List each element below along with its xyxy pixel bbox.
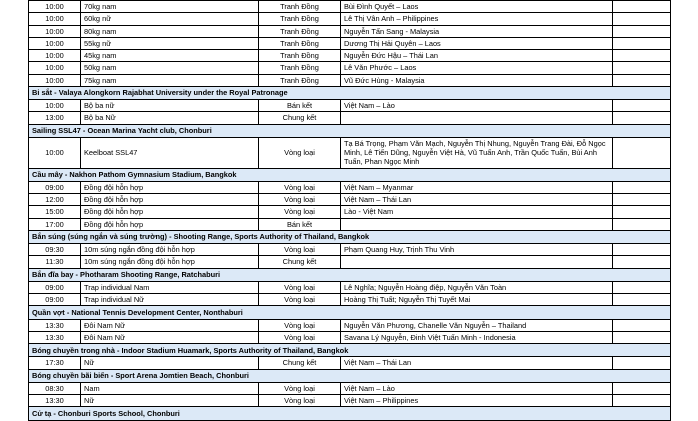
cell-extra [613, 281, 671, 293]
cell-round: Chung kết [259, 357, 341, 369]
cell-time: 09:00 [29, 181, 81, 193]
cell-extra [613, 206, 671, 218]
cell-event: Trap individual Nữ [81, 294, 259, 306]
cell-round: Vòng loại [259, 319, 341, 331]
sport-header-row [29, 344, 671, 357]
cell-round: Tranh Đồng [259, 50, 341, 62]
cell-event: 55kg nữ [81, 37, 259, 49]
cell-round: Chung kết [259, 256, 341, 268]
table-row [29, 112, 671, 124]
cell-extra [613, 395, 671, 407]
table-row [29, 194, 671, 206]
cell-round: Vòng loại [259, 206, 341, 218]
cell-event: 10m súng ngắn đồng đội hỗn hợp [81, 256, 259, 268]
cell-event: Đồng đội hỗn hợp [81, 218, 259, 230]
table-row [29, 244, 671, 256]
cell-time: 17:30 [29, 357, 81, 369]
cell-event: Đồng đội hỗn hợp [81, 194, 259, 206]
cell-teams: Lê Văn Phước – Laos [341, 62, 613, 74]
sport-header-label: Bóng chuyền trong nhà - Indoor Stadium Huamark, Sports Authority of Thailand, Bangkok [29, 344, 671, 357]
sport-header-label: Bắn đĩa bay - Photharam Shooting Range, Ratchaburi [29, 268, 671, 281]
cell-round: Vòng loại [259, 137, 341, 168]
cell-round: Tranh Đồng [259, 13, 341, 25]
cell-round: Vòng loại [259, 244, 341, 256]
cell-time: 15:00 [29, 206, 81, 218]
schedule-table [28, 0, 671, 421]
cell-extra [613, 244, 671, 256]
cell-extra [613, 218, 671, 230]
cell-time: 09:00 [29, 294, 81, 306]
cell-time: 10:00 [29, 137, 81, 168]
cell-event: Đồng đội hỗn hợp [81, 206, 259, 218]
sport-header-row [29, 124, 671, 137]
table-row [29, 1, 671, 13]
cell-time: 10:00 [29, 1, 81, 13]
table-row [29, 74, 671, 86]
cell-time: 13:00 [29, 112, 81, 124]
cell-teams [341, 256, 613, 268]
cell-extra [613, 112, 671, 124]
cell-teams: Việt Nam – Thái Lan [341, 357, 613, 369]
cell-event: Nữ [81, 395, 259, 407]
cell-event: Keelboat SSL47 [81, 137, 259, 168]
cell-round: Vòng loại [259, 395, 341, 407]
cell-event: 70kg nam [81, 1, 259, 13]
cell-time: 10:00 [29, 50, 81, 62]
cell-teams: Tạ Bá Trọng, Phạm Văn Mạch, Nguyễn Thị Nhung, Nguyễn Trang Đài, Đỗ Ngọc Minh, Lê Tiến Dũng, Nguyễn Việt Hà, Vũ Tuấn Anh, Trần Quốc Tuấn, Bùi Anh Tuấn, Phan Ngọc Minh [341, 137, 613, 168]
cell-teams: Lê Thị Vân Anh – Philippines [341, 13, 613, 25]
cell-extra [613, 74, 671, 86]
cell-extra [613, 382, 671, 394]
sport-header-label: Bi sắt - Valaya Alongkorn Rajabhat University under the Royal Patronage [29, 86, 671, 99]
cell-extra [613, 1, 671, 13]
cell-extra [613, 357, 671, 369]
cell-extra [613, 194, 671, 206]
cell-round: Bán kết [259, 100, 341, 112]
cell-event: Bộ ba nữ [81, 100, 259, 112]
cell-round: Vòng loại [259, 181, 341, 193]
table-row [29, 395, 671, 407]
cell-round: Tranh Đồng [259, 25, 341, 37]
cell-extra [613, 62, 671, 74]
cell-teams [341, 112, 613, 124]
cell-teams: Việt Nam – Philippines [341, 395, 613, 407]
cell-time: 08:30 [29, 382, 81, 394]
cell-time: 13:30 [29, 319, 81, 331]
sport-header-row [29, 268, 671, 281]
table-row [29, 218, 671, 230]
cell-round: Vòng loại [259, 194, 341, 206]
cell-teams: Dương Thị Hải Quyên – Laos [341, 37, 613, 49]
sport-header-label: Bóng chuyền bãi biển - Sport Arena Jomtien Beach, Chonburi [29, 369, 671, 382]
table-row [29, 62, 671, 74]
sport-header-label: Sailing SSL47 - Ocean Marina Yacht club, Chonburi [29, 124, 671, 137]
cell-time: 10:00 [29, 100, 81, 112]
table-row [29, 294, 671, 306]
cell-round: Tranh Đồng [259, 74, 341, 86]
cell-extra [613, 100, 671, 112]
sport-header-row [29, 407, 671, 420]
sport-header-label: Cử tạ - Chonburi Sports School, Chonburi [29, 407, 671, 420]
cell-teams: Nguyễn Văn Phương, Chanelle Văn Nguyễn – Thailand [341, 319, 613, 331]
cell-teams: Lào - Việt Nam [341, 206, 613, 218]
cell-teams: Vũ Đức Hùng - Malaysia [341, 74, 613, 86]
table-row [29, 331, 671, 343]
cell-time: 17:00 [29, 218, 81, 230]
schedule-body [29, 1, 671, 421]
cell-round: Chung kết [259, 112, 341, 124]
cell-event: 60kg nữ [81, 13, 259, 25]
cell-time: 09:30 [29, 244, 81, 256]
cell-event: 10m súng ngắn đồng đội hỗn hợp [81, 244, 259, 256]
sport-header-row [29, 86, 671, 99]
sport-header-label: Quần vợt - National Tennis Development Center, Nonthaburi [29, 306, 671, 319]
cell-round: Vòng loại [259, 281, 341, 293]
cell-extra [613, 256, 671, 268]
cell-event: Đồng đội hỗn hợp [81, 181, 259, 193]
table-row [29, 256, 671, 268]
cell-extra [613, 181, 671, 193]
cell-extra [613, 25, 671, 37]
cell-teams: Savana Lý Nguyễn, Đinh Việt Tuấn Minh - Indonesia [341, 331, 613, 343]
cell-round: Bán kết [259, 218, 341, 230]
cell-event: Nam [81, 382, 259, 394]
table-row [29, 357, 671, 369]
cell-teams [341, 218, 613, 230]
cell-round: Vòng loại [259, 294, 341, 306]
table-row [29, 137, 671, 168]
table-row [29, 281, 671, 293]
cell-event: 80kg nam [81, 25, 259, 37]
sport-header-label: Cầu mây - Nakhon Pathom Gymnasium Stadium, Bangkok [29, 168, 671, 181]
cell-extra [613, 331, 671, 343]
cell-time: 13:30 [29, 331, 81, 343]
cell-extra [613, 319, 671, 331]
cell-teams: Việt Nam – Lào [341, 382, 613, 394]
cell-round: Tranh Đồng [259, 62, 341, 74]
cell-time: 10:00 [29, 13, 81, 25]
cell-time: 10:00 [29, 37, 81, 49]
cell-event: Đôi Nam Nữ [81, 331, 259, 343]
cell-event: Trap individual Nam [81, 281, 259, 293]
sport-header-label: Bắn súng (súng ngắn và súng trường) - Shooting Range, Sports Authority of Thailand, Bangkok [29, 230, 671, 243]
cell-extra [613, 37, 671, 49]
cell-event: 45kg nam [81, 50, 259, 62]
cell-time: 10:00 [29, 74, 81, 86]
cell-teams: Việt Nam – Myanmar [341, 181, 613, 193]
cell-event: Nữ [81, 357, 259, 369]
cell-teams: Việt Nam – Lào [341, 100, 613, 112]
table-row [29, 50, 671, 62]
table-row [29, 181, 671, 193]
cell-round: Vòng loại [259, 382, 341, 394]
cell-round: Vòng loại [259, 331, 341, 343]
cell-time: 11:30 [29, 256, 81, 268]
table-row [29, 100, 671, 112]
cell-teams: Phạm Quang Huy, Trịnh Thu Vinh [341, 244, 613, 256]
cell-teams: Nguyễn Tấn Sang - Malaysia [341, 25, 613, 37]
cell-round: Tranh Đồng [259, 1, 341, 13]
table-row [29, 25, 671, 37]
cell-time: 12:00 [29, 194, 81, 206]
cell-event: 75kg nam [81, 74, 259, 86]
cell-event: Bộ ba Nữ [81, 112, 259, 124]
table-row [29, 206, 671, 218]
cell-extra [613, 13, 671, 25]
cell-time: 13:30 [29, 395, 81, 407]
table-row [29, 319, 671, 331]
cell-teams: Việt Nam – Thái Lan [341, 194, 613, 206]
cell-extra [613, 50, 671, 62]
sport-header-row [29, 306, 671, 319]
table-row [29, 13, 671, 25]
sport-header-row [29, 369, 671, 382]
cell-teams: Nguyễn Đức Hậu – Thái Lan [341, 50, 613, 62]
cell-teams: Lê Nghĩa; Nguyễn Hoàng điệp, Nguyễn Văn Toàn [341, 281, 613, 293]
cell-event: Đôi Nam Nữ [81, 319, 259, 331]
sport-header-row [29, 230, 671, 243]
table-row [29, 382, 671, 394]
cell-event: 50kg nam [81, 62, 259, 74]
sport-header-row [29, 168, 671, 181]
cell-time: 10:00 [29, 62, 81, 74]
cell-extra [613, 137, 671, 168]
cell-teams: Bùi Đình Quyết – Laos [341, 1, 613, 13]
cell-round: Tranh Đồng [259, 37, 341, 49]
table-row [29, 37, 671, 49]
cell-extra [613, 294, 671, 306]
cell-teams: Hoàng Thị Tuất; Nguyễn Thị Tuyết Mai [341, 294, 613, 306]
cell-time: 09:00 [29, 281, 81, 293]
cell-time: 10:00 [29, 25, 81, 37]
